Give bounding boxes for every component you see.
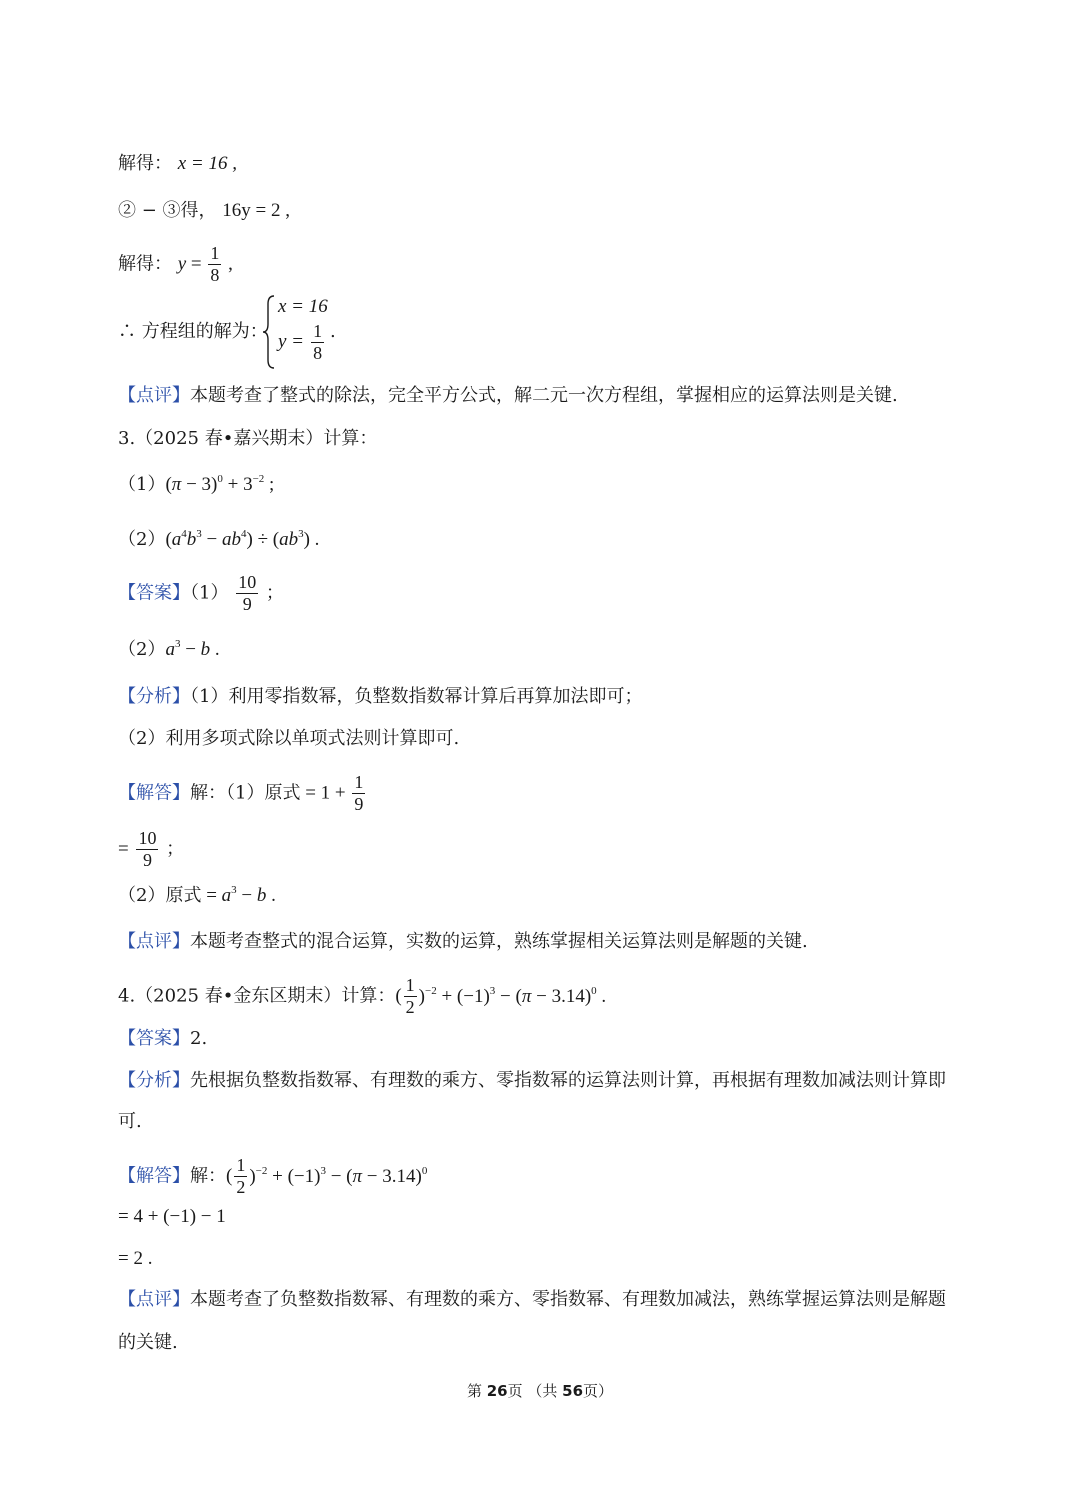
solution-3-step: = $\frac{10}{9}$ ； xyxy=(118,828,185,870)
answer-tag: 【答案】 xyxy=(118,1028,190,1049)
fraction-ten-ninths: $\frac{10}{9}$ xyxy=(238,572,257,614)
brace-icon xyxy=(262,294,276,370)
question-3-part-2: $(2)(a^4b^3 - ab^4) \div (ab^3)$ . xyxy=(118,528,320,550)
page-number: 26 xyxy=(486,1382,508,1400)
solve-x-line xyxy=(118,152,237,176)
solve-label: 解得： xyxy=(118,153,172,174)
solution-tag: 【解答】 xyxy=(118,1165,190,1187)
system-row-1: x = 16 xyxy=(278,296,328,317)
solution-4-step-1: = 4 + (−1) − 1 xyxy=(118,1206,226,1227)
16y-equals-2: 16y = 2 , xyxy=(222,200,290,221)
answer-3: 【答案】（1） $\frac{10}{9}$ ； xyxy=(118,572,284,614)
review-4-cont: 的关键. xyxy=(118,1332,178,1353)
system-end-dot: . xyxy=(330,321,336,342)
question-3-part-1: $(1)(\pi - 3)^0 + 3^{-2}$ ; xyxy=(118,473,275,495)
fraction-one-eighth: $\frac{1}{8}$ xyxy=(210,243,220,285)
total-pages: 56 xyxy=(562,1382,584,1400)
solution-3: 【解答】解：（1）原式 = 1 + $\frac{1}{9}$ xyxy=(118,772,364,814)
answer-4: 【答案】2. xyxy=(118,1028,208,1049)
analysis-tag: 【分析】 xyxy=(118,686,190,707)
subtract-line xyxy=(118,199,290,223)
analysis-4-cont: 可. xyxy=(118,1111,142,1132)
analysis-3-part-2: （2）利用多项式除以单项式法则计算即可. xyxy=(118,728,460,749)
solution-tag: 【解答】 xyxy=(118,782,190,804)
solution-3-part-2: （2）原式 = $a^3 - b$ . xyxy=(118,884,276,906)
x-equals-16: x = 16 , xyxy=(177,153,237,174)
question-3-heading: 3.（2025 春•嘉兴期末）计算： xyxy=(118,428,378,449)
answer-3-part-2: $(2)a^3 - b$ . xyxy=(118,638,220,660)
review-tag: 【点评】 xyxy=(118,385,190,406)
review-3: 【点评】本题考查整式的混合运算，实数的运算，熟练掌握相关运算法则是解题的关键. xyxy=(118,931,808,952)
solve-label: 解得： xyxy=(118,253,172,275)
review-tag: 【点评】 xyxy=(118,1289,190,1310)
page-footer: 第 26页 （共 56页） xyxy=(466,1382,614,1400)
solution-4-step-2: = 2 . xyxy=(118,1248,153,1269)
analysis-tag: 【分析】 xyxy=(118,1070,190,1091)
solution-prefix: ∴ 方程组的解为： xyxy=(118,321,268,342)
solve-y-line: 解得： y = $\frac{1}{8}$ , xyxy=(118,243,233,285)
question-4-heading: 4.（2025 春•金东区期末）计算：( $\frac{1}{2}$ )$^{-2} + (-1)^3 - (\pi - 3.14)^0$ . xyxy=(118,975,607,1017)
review-4: 【点评】本题考查了负整数指数幂、有理数的乘方、零指数幂、有理数加减法，熟练掌握运算法则是解题 xyxy=(118,1289,946,1310)
system-row-2: y = $\frac{1}{8}$ xyxy=(278,321,323,363)
analysis-3: 【分析】（1）利用零指数幂，负整数指数幂计算后再算加法即可； xyxy=(118,686,643,707)
solution-4: 【解答】解：( $\frac{1}{2}$ )$^{-2} + (-1)^3 - (\pi - 3.14)^0$ xyxy=(118,1155,428,1197)
analysis-4: 【分析】先根据负整数指数幂、有理数的乘方、零指数幂的运算法则计算，再根据有理数加减法则计算即 xyxy=(118,1070,946,1091)
review-tag: 【点评】 xyxy=(118,931,190,952)
review-1: 【点评】本题考查了整式的除法，完全平方公式，解二元一次方程组，掌握相应的运算法则是关键. xyxy=(118,385,898,406)
answer-tag: 【答案】 xyxy=(118,582,190,604)
subtract-label: ② − ③得， xyxy=(118,200,217,221)
